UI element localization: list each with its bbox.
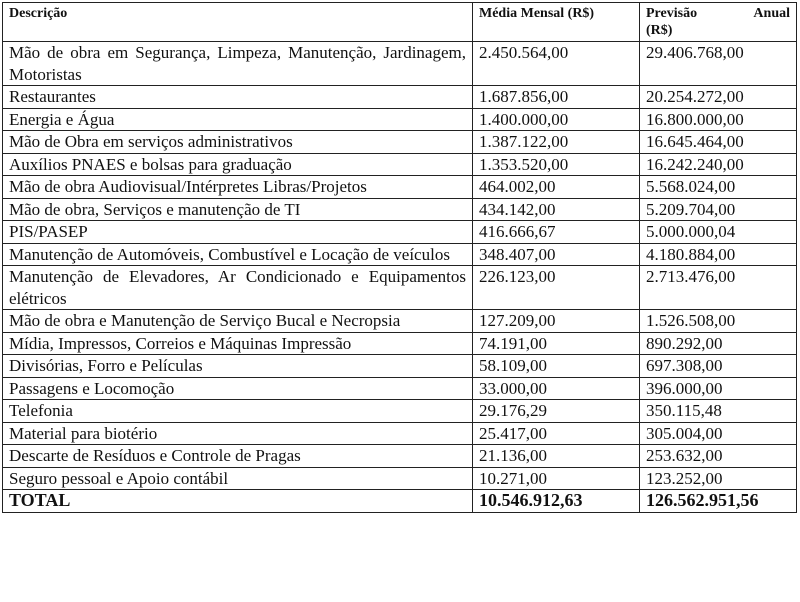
expense-table-container: [2, 2, 797, 513]
row-description: Mão de obra e Manutenção de Serviço Bucal e Necropsia: [3, 310, 473, 333]
table-body: [3, 42, 797, 490]
row-monthly-average: 1.387.122,00: [473, 131, 640, 154]
row-monthly-average: 21.136,00: [473, 445, 640, 468]
header-annual-forecast-line1: Previsão Anual: [646, 6, 790, 21]
row-description: Mão de obra Audiovisual/Intérpretes Libras/Projetos: [3, 176, 473, 199]
table-row: [3, 153, 797, 176]
table-row: [3, 108, 797, 131]
total-label: TOTAL: [3, 490, 473, 513]
row-description: Energia e Água: [3, 108, 473, 131]
row-monthly-average: 74.191,00: [473, 332, 640, 355]
row-monthly-average: 1.353.520,00: [473, 153, 640, 176]
table-row: [3, 400, 797, 423]
row-description: Mão de Obra em serviços administrativos: [3, 131, 473, 154]
row-description: Material para biotério: [3, 422, 473, 445]
table-row: [3, 422, 797, 445]
row-description: Telefonia: [3, 400, 473, 423]
row-monthly-average: 127.209,00: [473, 310, 640, 333]
table-row: [3, 355, 797, 378]
row-description: Mão de obra, Serviços e manutenção de TI: [3, 198, 473, 221]
row-description: Manutenção de Automóveis, Combustível e Locação de veículos: [3, 243, 473, 266]
row-annual-forecast: 16.800.000,00: [640, 108, 797, 131]
row-description: Restaurantes: [3, 86, 473, 109]
total-row: [3, 490, 797, 513]
table-row: [3, 198, 797, 221]
header-description: Descrição: [3, 3, 473, 42]
row-annual-forecast: 16.645.464,00: [640, 131, 797, 154]
row-annual-forecast: 350.115,48: [640, 400, 797, 423]
row-monthly-average: 434.142,00: [473, 198, 640, 221]
table-row: [3, 42, 797, 86]
row-annual-forecast: 253.632,00: [640, 445, 797, 468]
row-annual-forecast: 305.004,00: [640, 422, 797, 445]
row-annual-forecast: 5.000.000,04: [640, 221, 797, 244]
row-description: Auxílios PNAES e bolsas para graduação: [3, 153, 473, 176]
row-description: PIS/PASEP: [3, 221, 473, 244]
row-monthly-average: 25.417,00: [473, 422, 640, 445]
row-monthly-average: 1.400.000,00: [473, 108, 640, 131]
table-row: [3, 445, 797, 468]
total-monthly: 10.546.912,63: [473, 490, 640, 513]
row-monthly-average: 464.002,00: [473, 176, 640, 199]
row-description: Divisórias, Forro e Películas: [3, 355, 473, 378]
row-description: Mídia, Impressos, Correios e Máquinas Impressão: [3, 332, 473, 355]
row-annual-forecast: 20.254.272,00: [640, 86, 797, 109]
row-monthly-average: 33.000,00: [473, 377, 640, 400]
table-header-row: [3, 3, 797, 42]
total-annual: 126.562.951,56: [640, 490, 797, 513]
row-annual-forecast: 29.406.768,00: [640, 42, 797, 86]
table-row: [3, 377, 797, 400]
row-annual-forecast: 697.308,00: [640, 355, 797, 378]
header-monthly-average: Média Mensal (R$): [473, 3, 640, 42]
row-annual-forecast: 4.180.884,00: [640, 243, 797, 266]
row-annual-forecast: 123.252,00: [640, 467, 797, 490]
row-annual-forecast: 890.292,00: [640, 332, 797, 355]
row-description: Passagens e Locomoção: [3, 377, 473, 400]
row-monthly-average: 1.687.856,00: [473, 86, 640, 109]
table-row: [3, 176, 797, 199]
row-monthly-average: 10.271,00: [473, 467, 640, 490]
row-annual-forecast: 5.568.024,00: [640, 176, 797, 199]
row-annual-forecast: 2.713.476,00: [640, 266, 797, 310]
row-description: Manutenção de Elevadores, Ar Condicionado e Equipamentos elétricos: [3, 266, 473, 310]
row-monthly-average: 416.666,67: [473, 221, 640, 244]
row-monthly-average: 226.123,00: [473, 266, 640, 310]
table-row: [3, 332, 797, 355]
expense-table: [2, 2, 797, 513]
row-annual-forecast: 1.526.508,00: [640, 310, 797, 333]
row-annual-forecast: 396.000,00: [640, 377, 797, 400]
header-annual-forecast: [640, 3, 797, 42]
table-row: [3, 266, 797, 310]
row-annual-forecast: 5.209.704,00: [640, 198, 797, 221]
table-row: [3, 243, 797, 266]
row-monthly-average: 58.109,00: [473, 355, 640, 378]
table-row: [3, 310, 797, 333]
row-description: Mão de obra em Segurança, Limpeza, Manutenção, Jardinagem, Motoristas: [3, 42, 473, 86]
row-monthly-average: 29.176,29: [473, 400, 640, 423]
row-monthly-average: 2.450.564,00: [473, 42, 640, 86]
row-monthly-average: 348.407,00: [473, 243, 640, 266]
header-annual-forecast-line2: (R$): [646, 23, 673, 38]
row-description: Seguro pessoal e Apoio contábil: [3, 467, 473, 490]
table-row: [3, 467, 797, 490]
table-row: [3, 86, 797, 109]
table-row: [3, 131, 797, 154]
row-description: Descarte de Resíduos e Controle de Pragas: [3, 445, 473, 468]
table-row: [3, 221, 797, 244]
row-annual-forecast: 16.242.240,00: [640, 153, 797, 176]
